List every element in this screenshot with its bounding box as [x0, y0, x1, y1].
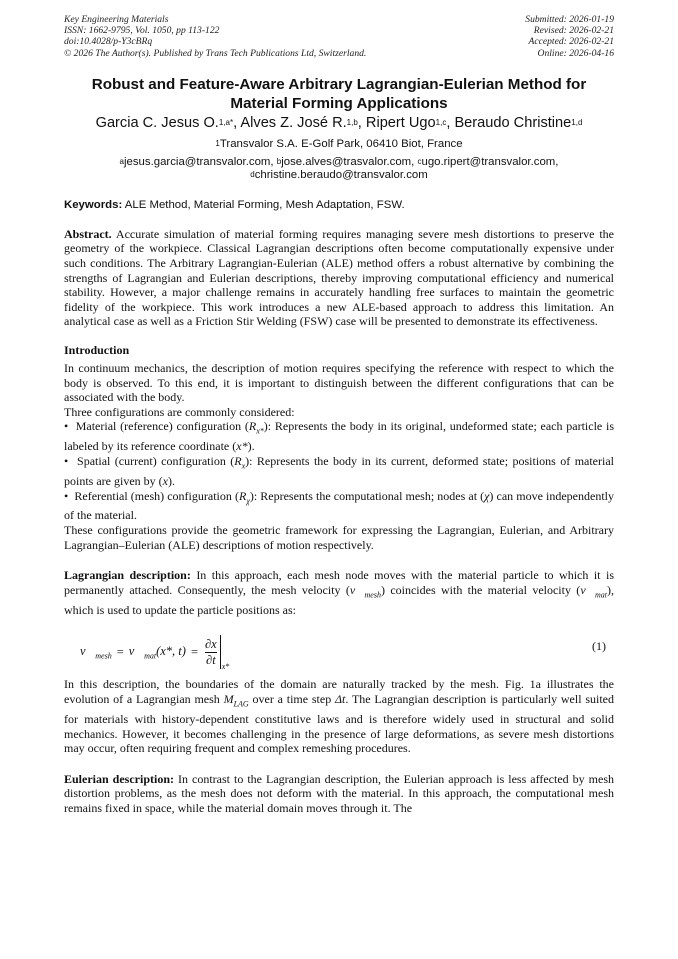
bullet-text: Spatial (current) configuration (	[77, 453, 235, 468]
bullet-spatial-config: • Spatial (current) configuration $(R_x)$: Represents the body in its current, deformed state; positions of material points are given by (x).	[64, 453, 614, 488]
journal-header	[64, 14, 614, 59]
paragraph-text: ), which is used to update the particle positions as:	[64, 582, 614, 617]
copyright-line: © 2026 The Author(s). Published by Trans Tech Publications Ltd, Switzerland.	[64, 47, 367, 59]
section-heading-introduction: Introduction	[64, 342, 130, 357]
bullet-material-config: • Material (reference) configuration $(R_{x*})$: Represents the body in its original, undeformed state; each particle is labeled by its reference coordinate (x*).	[64, 419, 615, 454]
math-operator: =	[116, 644, 124, 659]
paragraph-text: over a time step	[248, 692, 335, 707]
bullet-text: ): Represents the computational mesh; nodes at (	[249, 488, 485, 503]
author-affiliation-mark: 1,d	[571, 117, 583, 127]
issn-line: ISSN: 1662-9795, Vol. 1050, pp 113-122	[64, 25, 220, 37]
lagrangian-label: Lagrangian description:	[64, 568, 191, 583]
paragraph-text: In this approach, each mesh node moves with the material particle to which it is permanently attached. Consequently, the mesh velocity (	[64, 568, 614, 597]
author-name: Ripert Ugo	[365, 114, 436, 131]
paragraph-text: In contrast to the Lagrangian description, the Eulerian approach is less affected by mesh distortion problems, as the mesh does not deform with the material. In this approach, the computational mesh remains fixed in space, while the material domain moves through it. The	[64, 771, 614, 815]
paper-page	[64, 14, 614, 816]
numerator: ∂x	[205, 636, 217, 651]
bullet-text: ) can move independently of the material.	[64, 488, 615, 523]
abstract-label: Abstract.	[64, 226, 112, 241]
author-affiliation-mark: 1,b	[346, 117, 358, 127]
email-link[interactable]: jose.alves@trasvalor.com	[281, 155, 412, 168]
eulerian-label: Eulerian description:	[64, 771, 175, 786]
author-name: Beraudo Christine	[454, 114, 572, 131]
lagrangian-paragraph-2	[64, 677, 614, 755]
author-emails: $^a$jesus.garcia@transvalor.com, $^b$jose.alves@trasvalor.com, $^c$ugo.ripert@transvalor.com, $^d$christine.beraudo@transvalor.com	[119, 155, 559, 182]
email-mark: d	[250, 170, 255, 180]
math-symbol: $v⃗_{mesh}$	[80, 644, 112, 661]
bullet-text: Referential (mesh) configuration (	[74, 488, 239, 503]
bullet-text: ).	[247, 439, 255, 454]
math-symbol: $v⃗_{mesh}$	[349, 582, 381, 600]
math-operator: =	[190, 644, 198, 659]
paragraph-text: . The Lagrangian description is particularly well suited for materials with history-dependent constitutive laws and is therefore widely used in structural and solid mechanics. However, it becomes challenging in the presence of large deformations, as severe mesh distortions may occur, often requiring frequent and complex remeshing procedures.	[64, 692, 614, 756]
lagrangian-paragraph	[64, 568, 614, 617]
paragraph-text: In this description, the boundaries of the domain are naturally tracked by the mesh. Fig. 1a illustrates the evolution of a Lagrangian mesh	[64, 677, 614, 707]
email-link[interactable]: christine.beraudo@transvalor.com	[254, 169, 428, 182]
email-mark: a	[119, 156, 124, 166]
submission-dates	[525, 14, 614, 59]
author-affiliation-mark: 1,a*	[218, 117, 234, 127]
equation-expression	[80, 635, 229, 669]
journal-name: Key Engineering Materials	[64, 14, 169, 25]
keywords-label: Keywords:	[64, 198, 123, 211]
author-name: Alves Z. José R.	[240, 114, 347, 131]
math-symbol: $R_{x*}$	[248, 419, 264, 436]
bullet-text: Material (reference) configuration (	[75, 419, 249, 434]
email-link[interactable]: jesus.garcia@transvalor.com	[124, 155, 271, 168]
math-symbol: $v⃗_{mat}(x*$, t)	[128, 644, 186, 661]
journal-info	[64, 14, 366, 59]
evaluation-bar	[220, 635, 221, 669]
denominator: ∂t	[206, 652, 216, 667]
bullet-text: ): Represents the body in its current, deformed state; positions of material points are given by (	[64, 453, 614, 488]
math-symbol: x	[162, 473, 168, 488]
keywords-text: ALE Method, Material Forming, Mesh Adaptation, FSW.	[124, 198, 405, 211]
math-symbol: $v⃗_{mat}$	[580, 582, 607, 600]
math-symbol: Δt	[335, 692, 346, 707]
affiliation	[64, 137, 614, 152]
partial-fraction	[205, 637, 217, 668]
author-list: Garcia C. Jesus O.$^{1,a*}$, Alves Z. José R.$^{1,b}$, Ripert Ugo$^{1,c}$, Beraudo Christine$^{1,d}$	[95, 114, 583, 131]
bullet-text: ).	[167, 473, 175, 488]
affiliation-mark: 1	[215, 138, 220, 148]
paragraph-text: ) coincides with the material velocity (	[380, 582, 581, 597]
submitted-date: Submitted: 2026-01-19	[525, 14, 614, 25]
author-name: Garcia C. Jesus O.	[95, 114, 219, 131]
evaluation-subscript: x*	[221, 661, 230, 671]
doi-line: doi:10.4028/p-Y3cBRq	[64, 36, 153, 48]
email-mark: c	[417, 156, 422, 166]
bullet-text: ): Represents the body in its original, undeformed state; each particle is labeled by its reference coordinate (	[64, 419, 615, 454]
bullet-referential-config: • Referential (mesh) configuration $(R_\chi)$: Represents the computational mesh; nodes at (χ) can move independently of the material.	[64, 488, 615, 523]
email-link[interactable]: ugo.ripert@transvalor.com	[421, 155, 556, 168]
equation-1	[64, 627, 614, 673]
revised-date: Revised: 2026-02-21	[533, 25, 614, 37]
intro-paragraph: Three configurations are commonly considered:	[64, 404, 295, 419]
intro-paragraph: These configurations provide the geometric framework for expressing the Lagrangian, Eulerian, and Arbitrary Lagrangian–Eulerian (ALE) descriptions of motion respectively.	[64, 523, 614, 552]
accepted-date: Accepted: 2026-02-21	[528, 36, 614, 48]
abstract	[64, 227, 614, 329]
email-mark: b	[276, 156, 282, 166]
abstract-text: Accurate simulation of material forming requires managing severe mesh distortions to preserve the geometry of the workpiece. Classical Lagrangian descriptions often become computationally expensive under such conditions. The Arbitrary Lagrangian-Eulerian (ALE) method offers a robust alternative by combining the strengths of Lagrangian and Eulerian descriptions, thereby improving computational efficiency and numerical stability. However, a major challenge remains in accurately handling free surfaces to maintain the geometric fidelity of the workpiece. This work introduces a new ALE-based approach to address this limitation. An analytical case as well as a Friction Stir Welding (FSW) case will be presented to demonstrate its effectiveness.	[64, 226, 614, 329]
math-symbol: $R_x$	[234, 453, 246, 471]
math-symbol: $M_{LAG}$	[223, 692, 249, 709]
paper-title: Robust and Feature-Aware Arbitrary Lagrangian-Eulerian Method for Material Forming Applications	[91, 75, 587, 112]
keywords	[64, 199, 614, 211]
equation-number: (1)	[592, 639, 606, 654]
math-symbol: x*	[236, 439, 248, 454]
eulerian-paragraph	[64, 772, 614, 816]
math-symbol: $R_\chi$	[238, 488, 250, 505]
intro-paragraph: In continuum mechanics, the description of motion requires specifying the reference with respect to which the body is observed. To this end, it is important to distinguish between the different configurations that can be associated with the body.	[64, 360, 614, 405]
math-symbol: χ	[484, 488, 490, 503]
online-date: Online: 2026-04-16	[537, 47, 614, 59]
affiliation-text: Transvalor S.A. E-Golf Park, 06410 Biot, France	[219, 137, 463, 150]
author-affiliation-mark: 1,c	[435, 117, 447, 127]
